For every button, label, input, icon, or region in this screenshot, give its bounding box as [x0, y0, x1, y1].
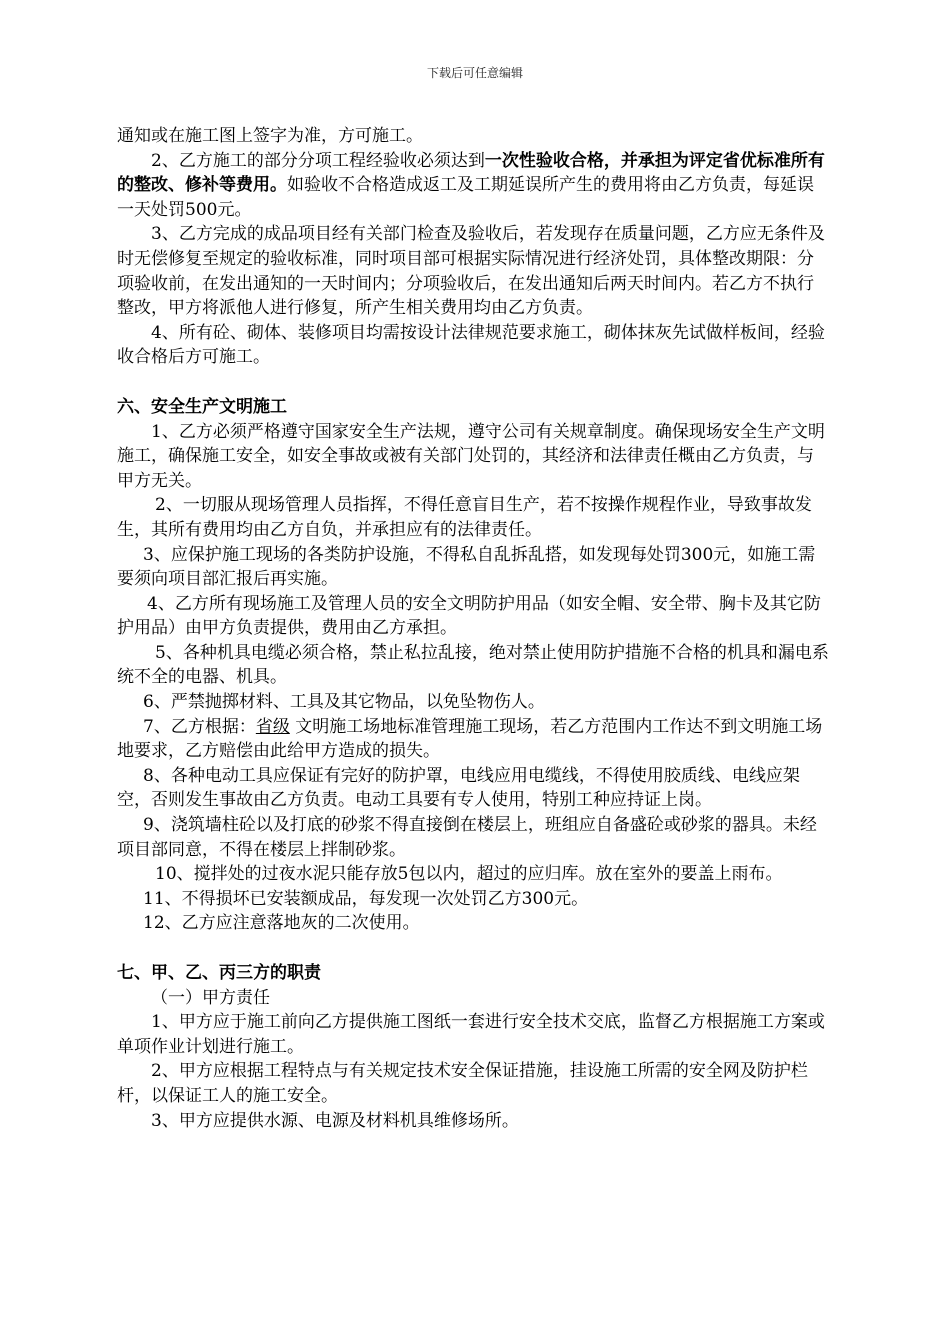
- paragraph: 3、应保护施工现场的各类防护设施，不得私自乱拆乱搭，如发现每处罚300元，如施工需要须向项目部汇报后再实施。: [117, 544, 816, 590]
- section-heading: 六、安全生产文明施工: [117, 396, 287, 417]
- paragraph: 11、不得损坏已安装额成品，每发现一次处罚乙方300元。: [143, 888, 589, 909]
- paragraph: 2、甲方应根据工程特点与有关规定技术安全保证措施，挂设施工所需的安全网及防护栏杆，以保证工人的施工安全。: [117, 1061, 808, 1106]
- paragraph: 12、乙方应注意落地灰的二次使用。: [143, 913, 420, 934]
- paragraph: 1、乙方必须严格遵守国家安全生产法规，遵守公司有关规章制度。确保现场安全生产文明施工，确保施工安全，如安全事故或被有关部门处罚的，其经济和法律责任概由乙方负责，与甲方无关。: [117, 421, 825, 491]
- paragraph: 8、各种电动工具应保证有完好的防护罩，电线应用电缆线，不得使用胶质线、电线应架空，否则发生事故由乙方负责。电动工具要有专人使用，特别工种应持证上岗。: [117, 765, 800, 811]
- paragraph: 2、一切服从现场管理人员指挥，不得任意盲目生产，若不按操作规程作业，导致事故发生，其所有费用均由乙方自负，并承担应有的法律责任。: [117, 495, 812, 540]
- paragraph: 4、所有砼、砌体、装修项目均需按设计法律规范要求施工，砌体抹灰先试做样板间，经验收合格后方可施工。: [117, 322, 825, 368]
- paragraph: 通知或在施工图上签字为准，方可施工。: [117, 126, 423, 146]
- paragraph: 4、乙方所有现场施工及管理人员的安全文明防护用品（如安全帽、安全带、胸卡及其它防护用品）由甲方负责提供，费用由乙方承担。: [117, 593, 821, 639]
- paragraph-text: 如验收不合格造成返工及工期延误所产生的费用将由乙方负责，每延误一天处罚500元。: [117, 175, 814, 220]
- paragraph: 10、搅拌处的过夜水泥只能存放5包以内，超过的应归库。放在室外的要盖上雨布。: [155, 864, 783, 885]
- paragraph: [117, 149, 829, 223]
- paragraph: [117, 715, 829, 764]
- paragraph: 9、浇筑墙柱砼以及打底的砂浆不得直接倒在楼层上，班组应自备盛砼或砂浆的器具。未经项目部同意，不得在楼层上拌制砂浆。: [117, 815, 817, 860]
- paragraph: 1、甲方应于施工前向乙方提供施工图纸一套进行安全技术交底，监督乙方根据施工方案或单项作业计划进行施工。: [117, 1012, 825, 1057]
- subheading: （一）甲方责任: [151, 987, 270, 1008]
- underlined-text: 省级: [255, 716, 290, 737]
- paragraph: 3、甲方应提供水源、电源及材料机具维修场所。: [151, 1110, 519, 1131]
- page-header-note: 下载后可任意编辑: [426, 66, 523, 80]
- paragraph: 3、乙方完成的成品项目经有关部门检查及验收后，若发现存在质量问题，乙方应无条件及时无偿修复至规定的验收标准，同时项目部可根据实际情况进行经济处罚，具体整改期限：分项验收前，在发出通知的一天时间内；分项验收后，在发出通知后两天时间内。若乙方不执行整改，甲方将派他人进行修复，所产生相关费用均由乙方负责。: [117, 224, 825, 319]
- paragraph-text: 文明施工场地标准管理施工现场，若乙方范围内工作达不到文明施工场地要求，乙方赔偿由此给甲方造成的损失。: [117, 716, 823, 762]
- document-body: [117, 124, 829, 1133]
- paragraph-text: 2、乙方施工的部分分项工程经验收必须达到: [151, 150, 485, 171]
- paragraph: 5、各种机具电缆必须合格，禁止私拉乱接，绝对禁止使用防护措施不合格的机具和漏电系统不全的电器、机具。: [117, 642, 829, 688]
- paragraph-text: 7、乙方根据：: [143, 716, 256, 737]
- bold-text: 一次性验收合格，并承担为评定省优标准所有的整改、修补等费用。: [117, 150, 825, 196]
- section-heading: 七、甲、乙、丙三方的职责: [117, 963, 321, 983]
- paragraph: 6、严禁抛掷材料、工具及其它物品，以免坠物伤人。: [143, 692, 545, 713]
